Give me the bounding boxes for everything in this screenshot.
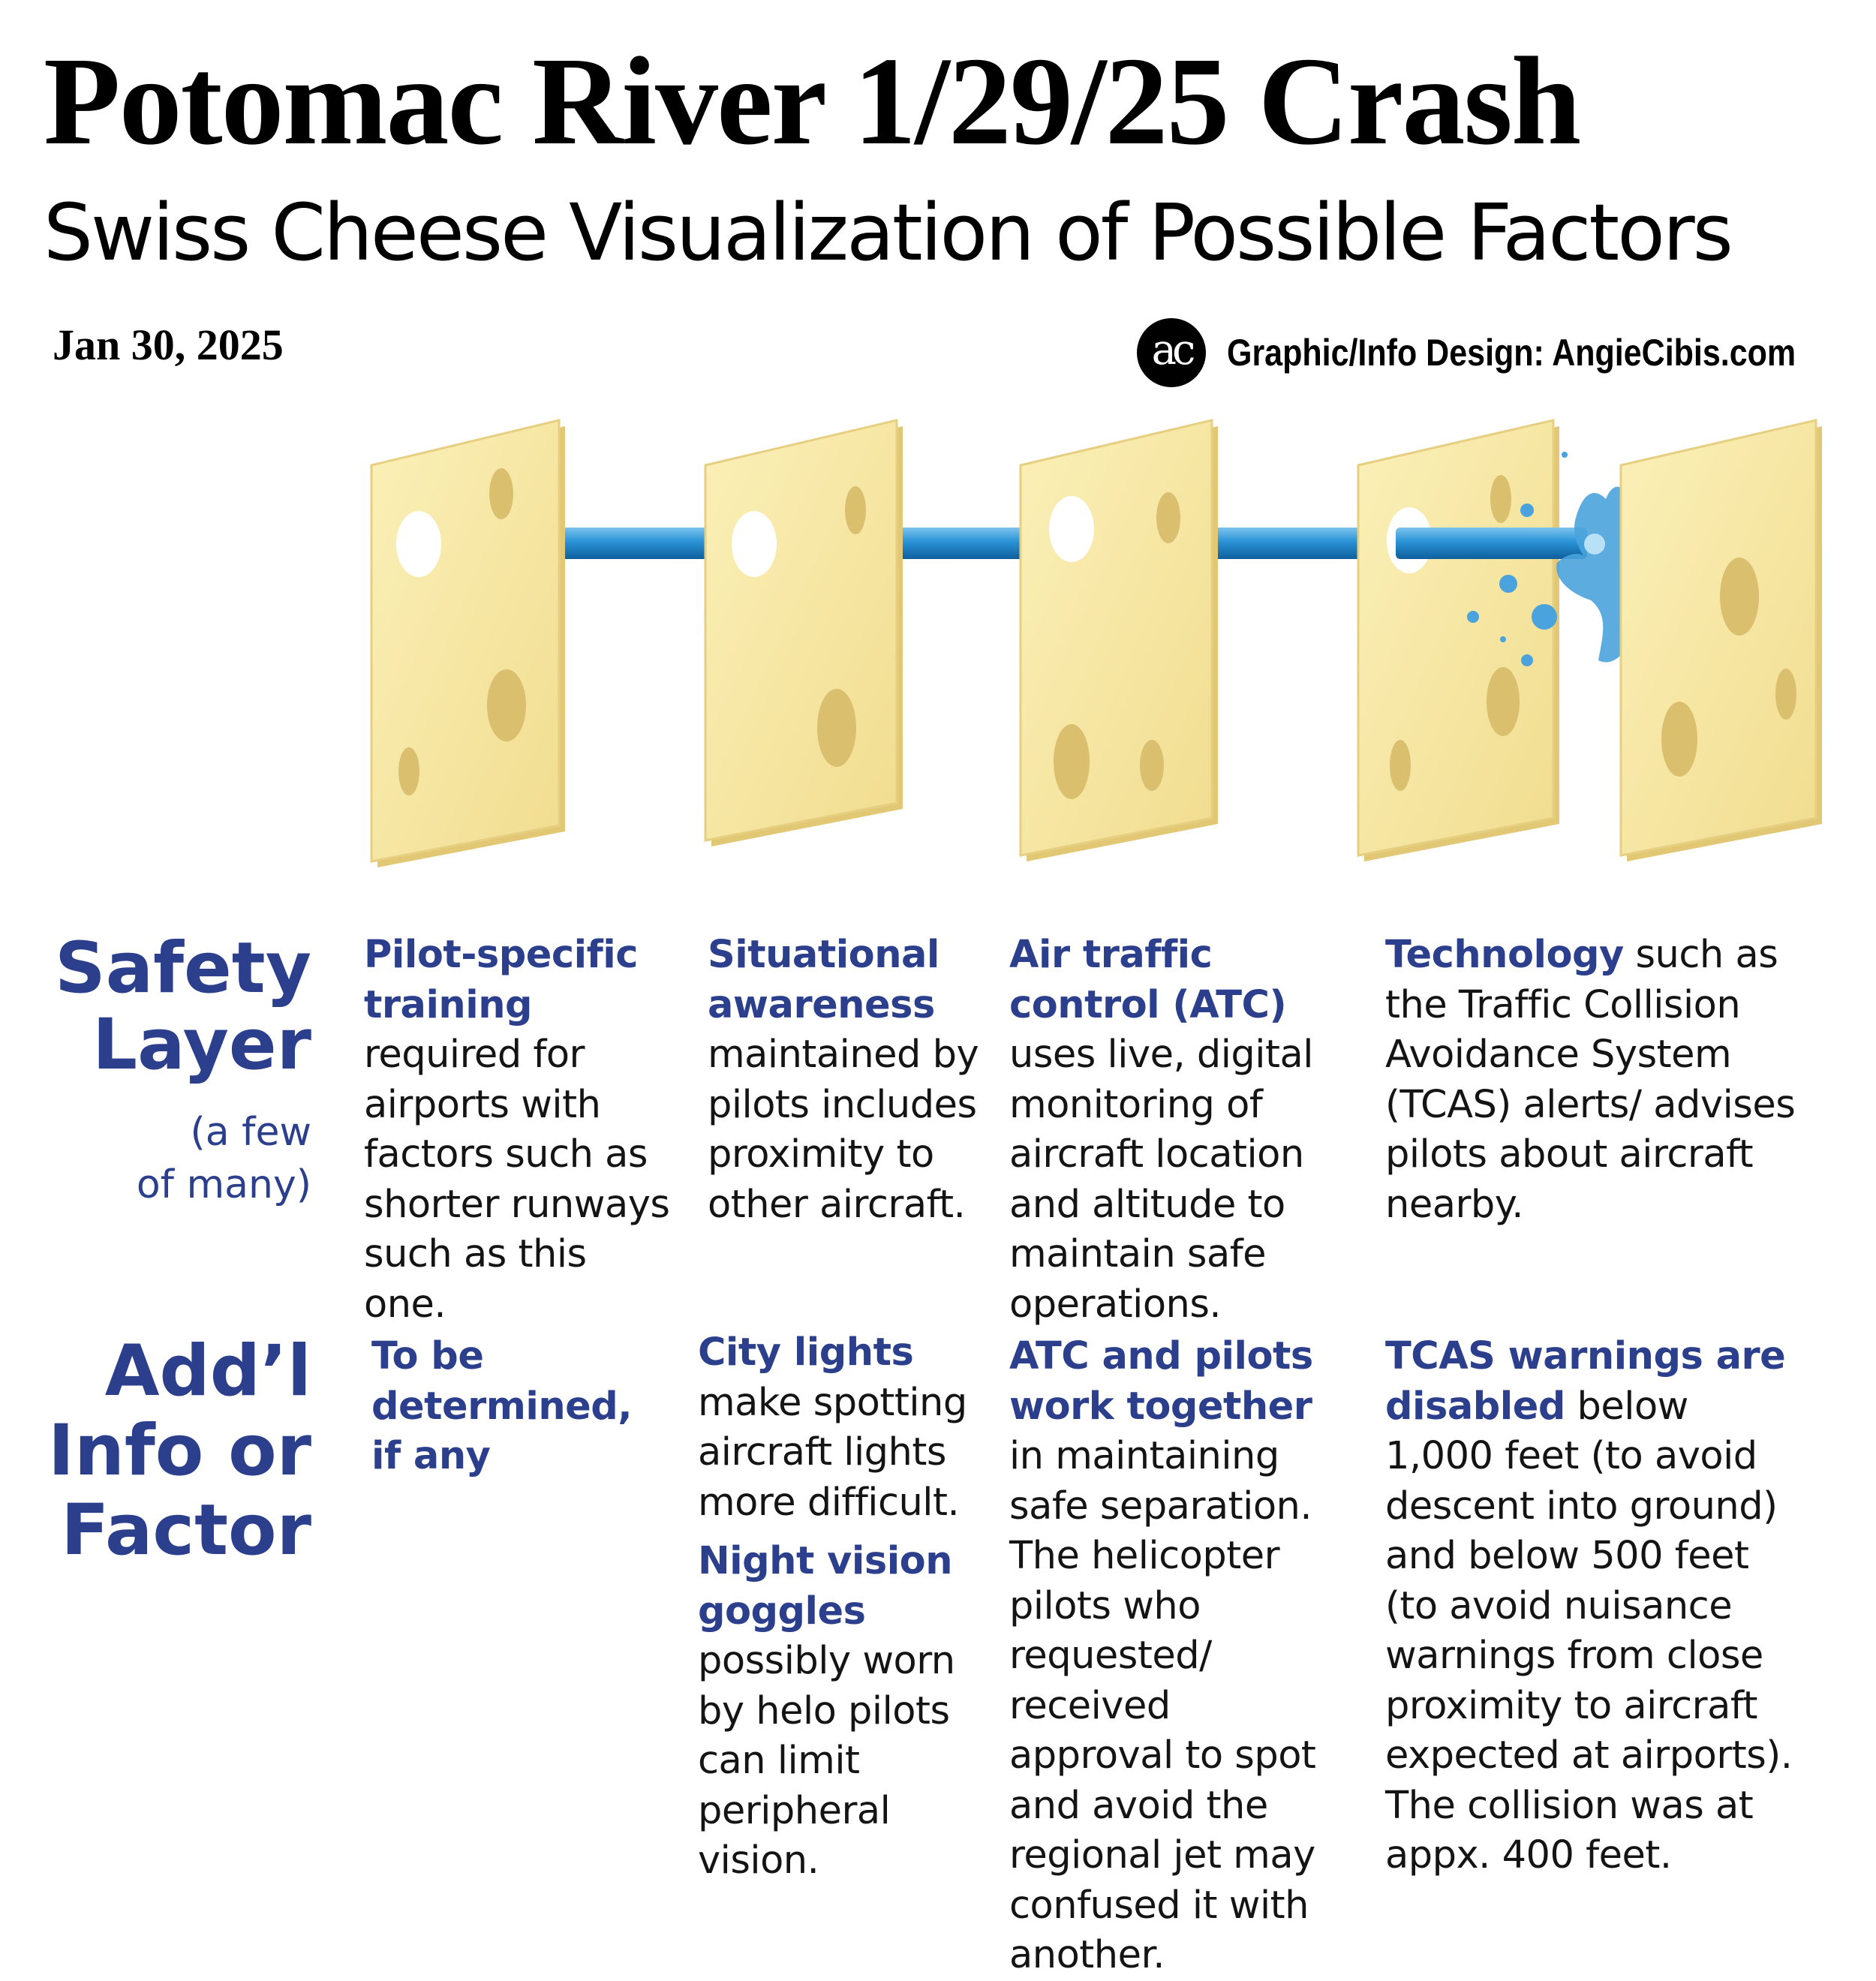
page-title: Potomac River 1/29/25 Crash: [44, 32, 1580, 171]
design-credit: [1137, 319, 1876, 386]
swiss-cheese-illustration: [0, 405, 1876, 885]
cheese-hole: [396, 511, 441, 577]
cheese-slice-4: [1358, 420, 1559, 861]
safety-cell-2: Situational awareness maintained by pilots includes proximity to other aircraft.: [708, 933, 979, 1227]
safety-cell-4: Technology such as the Traffic Collision Avoidance System (TCAS) alerts/ advises pilots about aircraft nearby.: [1385, 933, 1796, 1227]
page-subtitle: Swiss Cheese Visualization of Possible Factors: [44, 187, 1731, 278]
beam-end: [1396, 528, 1587, 559]
credit-text: Graphic/Info Design: AngieCibis.com: [1227, 332, 1796, 374]
cheese-slice-5: [1621, 420, 1822, 861]
cheese-slice-3: [1021, 420, 1218, 861]
safety-layer-heading: Safety Layer: [55, 927, 311, 1086]
safety-layer-note: (a few of many): [136, 1110, 311, 1207]
info-cell-2: City lights make spotting aircraft lights more difficult. Night vision goggles possibly worn by helo pilots can limit peripheral vision.: [698, 1330, 967, 1883]
cheese-slice-2: [705, 420, 903, 846]
info-cell-1: To be determined, if any: [371, 1334, 633, 1478]
addl-info-heading: Add’l Info or Factor: [47, 1330, 311, 1571]
info-cell-3: ATC and pilots work together in maintaining safe separation. The helicopter pilots who requested/ received approval to spot and avoid the regional jet may confused it with another.: [1009, 1334, 1316, 1977]
safety-cell-1: Pilot-specific training required for airports with factors such as shorter runways such as this one.: [364, 933, 670, 1327]
safety-cell-3: Air traffic control (ATC) uses live, digital monitoring of aircraft location and altitude to maintain safe operations.: [1009, 933, 1313, 1327]
publish-date: Jan 30, 2025: [53, 320, 284, 369]
info-cell-4: TCAS warnings are disabled below 1,000 feet (to avoid descent into ground) and below 500 feet (to avoid nuisance warnings from close proximity to aircraft expected at airports). The collision was at appx. 400 feet.: [1385, 1334, 1793, 1877]
ac-logo-icon: ac: [1137, 318, 1206, 387]
cheese-slice-1: [371, 420, 565, 867]
